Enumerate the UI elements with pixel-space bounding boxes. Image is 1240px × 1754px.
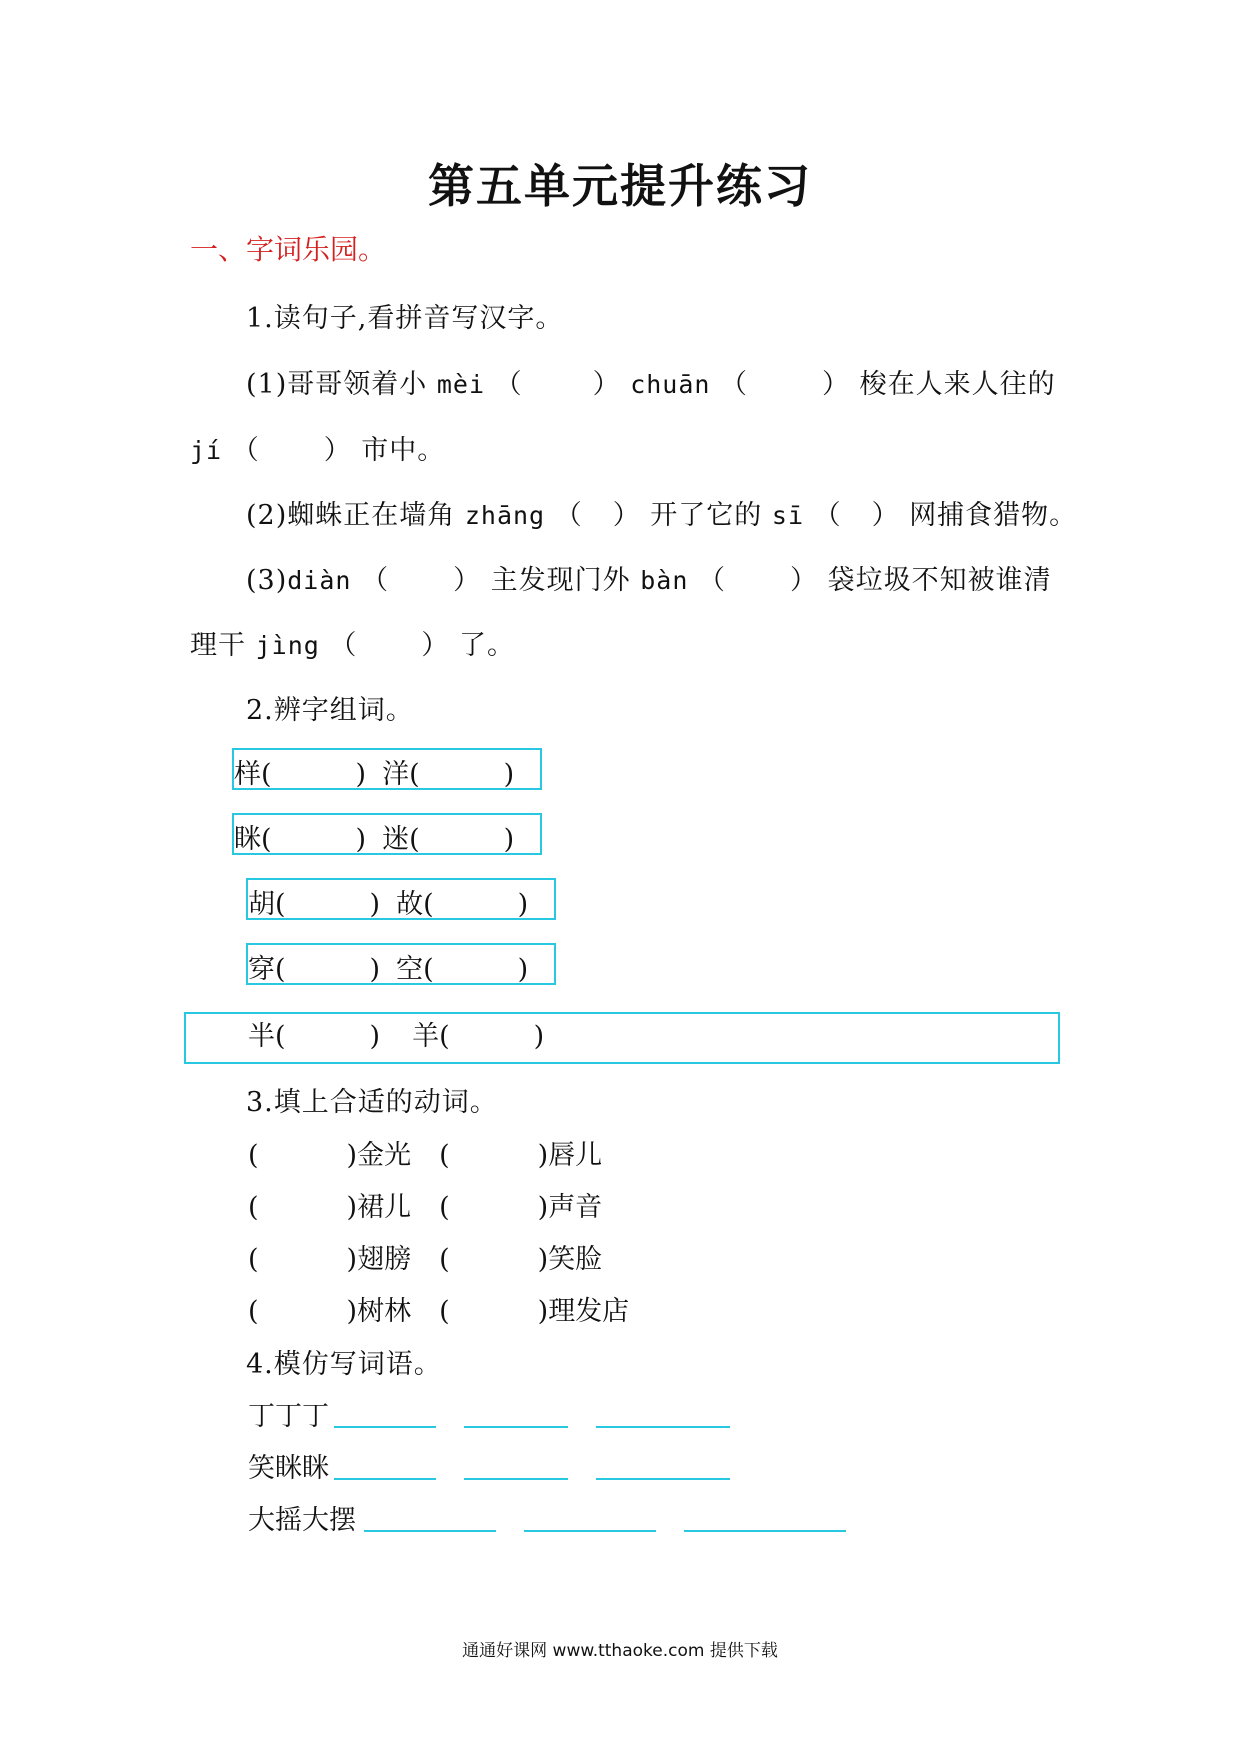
pinyin: zhāng xyxy=(464,501,546,530)
word-pair-5: 半( ) 羊( ) xyxy=(248,1021,545,1052)
text: 梭在人来人往的 xyxy=(859,369,1056,400)
q1-sentence-3 xyxy=(246,558,1052,597)
verb-row-3: ( )翅膀 ( )笑脸 xyxy=(248,1244,603,1275)
q1-sentence-1-cont xyxy=(190,428,445,467)
text: (1)哥哥领着小 xyxy=(246,369,428,400)
page-title: 第五单元提升练习 xyxy=(428,159,812,213)
text: 理干 xyxy=(190,630,246,661)
answer-line[interactable] xyxy=(596,1478,730,1480)
verb-row-1: ( )金光 ( )唇儿 xyxy=(248,1140,603,1171)
q1-heading: 1.读句子,看拼音写汉字。 xyxy=(246,303,564,334)
word-pair-2: 眯( ) 迷( ) xyxy=(234,824,515,855)
text: 袋垃圾不知被谁清 xyxy=(827,565,1052,596)
text: 市中。 xyxy=(361,435,446,466)
paren: ） xyxy=(612,500,641,531)
paren: （ xyxy=(554,500,583,531)
pinyin: bàn xyxy=(640,566,689,595)
imitate-item-2: 笑眯眯 xyxy=(248,1453,329,1484)
text: (2)蜘蛛正在墙角 xyxy=(246,500,456,531)
paren: （ xyxy=(361,565,390,596)
pinyin: jìng xyxy=(255,631,320,660)
imitate-item-3: 大摇大摆 xyxy=(248,1505,356,1536)
paren: （ xyxy=(720,369,749,400)
q1-sentence-1 xyxy=(246,362,1056,401)
answer-line[interactable] xyxy=(524,1530,656,1532)
pinyin: diàn xyxy=(287,566,352,595)
answer-line[interactable] xyxy=(334,1478,436,1480)
answer-line[interactable] xyxy=(596,1426,730,1428)
imitate-item-1: 丁丁丁 xyxy=(248,1401,329,1432)
pinyin: sī xyxy=(771,501,804,530)
paren: （ xyxy=(813,500,842,531)
paren: （ xyxy=(494,369,523,400)
answer-line[interactable] xyxy=(684,1530,846,1532)
paren: （ xyxy=(698,565,726,596)
verb-row-2: ( )裙儿 ( )声音 xyxy=(248,1192,603,1223)
paren: （ xyxy=(231,435,260,466)
text: (3) xyxy=(246,565,288,596)
paren: ） xyxy=(592,369,621,400)
verb-row-4: ( )树林 ( )理发店 xyxy=(248,1296,630,1327)
pinyin: chuān xyxy=(630,370,711,399)
paren: ） xyxy=(421,630,450,661)
paren: ） xyxy=(453,565,482,596)
word-pair-4: 穿( ) 空( ) xyxy=(248,954,529,985)
text: 网捕食猎物。 xyxy=(909,500,1078,531)
word-pair-3: 胡( ) 故( ) xyxy=(248,889,529,920)
answer-line[interactable] xyxy=(334,1426,436,1428)
paren: （ xyxy=(329,630,358,661)
text: 开了它的 xyxy=(650,500,763,531)
word-pair-1: 样( ) 洋( ) xyxy=(234,759,515,790)
q3-heading: 3.填上合适的动词。 xyxy=(246,1087,498,1118)
q4-heading: 4.模仿写词语。 xyxy=(246,1349,442,1380)
q1-sentence-2 xyxy=(246,493,1077,532)
section-heading: 一、字词乐园。 xyxy=(190,233,387,266)
pinyin: mèi xyxy=(436,370,485,399)
q2-heading: 2.辨字组词。 xyxy=(246,695,414,726)
paren: ） xyxy=(323,435,352,466)
paren: ） xyxy=(790,565,818,596)
text: 了。 xyxy=(459,630,515,661)
paren: ） xyxy=(871,500,900,531)
text: 主发现门外 xyxy=(490,565,631,596)
q1-sentence-3-cont xyxy=(190,623,515,662)
pinyin: jí xyxy=(190,436,223,465)
footer-text: 通通好课网 www.tthaoke.com 提供下载 xyxy=(462,1641,778,1661)
answer-line[interactable] xyxy=(464,1478,568,1480)
paren: ） xyxy=(822,369,851,400)
answer-line[interactable] xyxy=(364,1530,496,1532)
answer-line[interactable] xyxy=(464,1426,568,1428)
